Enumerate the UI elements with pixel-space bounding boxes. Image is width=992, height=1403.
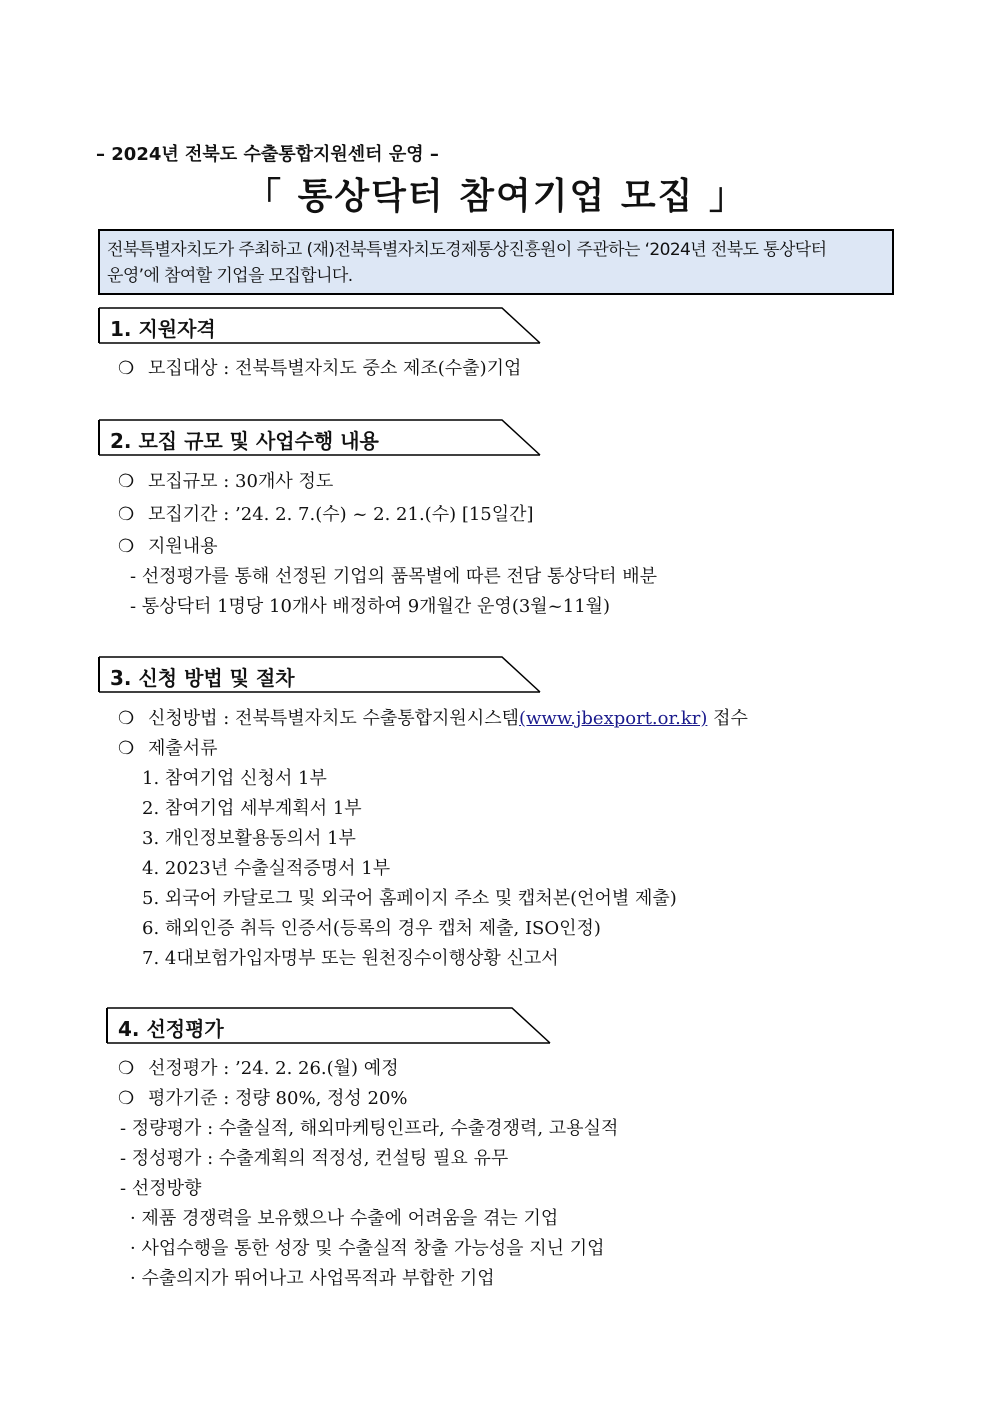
point-item: · 사업수행을 통한 성장 및 수출실적 창출 가능성을 지닌 기업 (130, 1238, 605, 1259)
sub-item: - 정성평가 : 수출계획의 적정성, 컨설팅 필요 유무 (120, 1148, 509, 1169)
bullet-icon: ❍ (118, 536, 135, 557)
list-item: ❍ 지원내용 (118, 536, 218, 557)
section-1-heading (98, 307, 542, 345)
section-2-title: 2. 모집 규모 및 사업수행 내용 (110, 429, 379, 453)
bullet-icon: ❍ (118, 1058, 135, 1079)
doc-item: 5. 외국어 카달로그 및 외국어 홈페이지 주소 및 캡처본(언어별 제출) (142, 888, 677, 909)
doc-item: 7. 4대보험가입자명부 또는 원천징수이행상황 신고서 (142, 948, 559, 969)
doc-item: 2. 참여기업 세부계획서 1부 (142, 798, 362, 819)
section-1-title: 1. 지원자격 (110, 317, 216, 341)
section-3-title: 3. 신청 방법 및 절차 (110, 666, 295, 690)
bullet-icon: ❍ (118, 738, 135, 759)
sub-item: - 선정평가를 통해 선정된 기업의 품목별에 따른 전담 통상닥터 배분 (130, 566, 658, 587)
section-4-title: 4. 선정평가 (118, 1017, 224, 1041)
sub-item: - 정량평가 : 수출실적, 해외마케팅인프라, 수출경쟁력, 고용실적 (120, 1118, 619, 1139)
point-item: · 수출의지가 뛰어나고 사업목적과 부합한 기업 (130, 1268, 495, 1289)
intro-line-2: 운영’에 참여할 기업을 모집합니다. (107, 266, 353, 286)
list-item: ❍ 모집기간 : ’24. 2. 7.(수) ~ 2. 21.(수) [15일간] (118, 504, 534, 525)
list-item: ❍ 선정평가 : ’24. 2. 26.(월) 예정 (118, 1058, 399, 1079)
page-title: 「 통상닥터 참여기업 모집 」 (245, 176, 747, 217)
intro-line-1: 전북특별자치도가 주최하고 (재)전북특별자치도경제통상진흥원이 주관하는 ‘2024년 전북도 통상닥터 (107, 240, 827, 260)
section-2-heading (98, 419, 542, 457)
list-item: ❍ 모집대상 : 전북특별자치도 중소 제조(수출)기업 (118, 358, 522, 379)
point-item: · 제품 경쟁력을 보유했으나 수출에 어려움을 겪는 기업 (130, 1208, 559, 1229)
doc-item: 3. 개인정보활용동의서 1부 (142, 828, 356, 849)
bullet-icon: ❍ (118, 504, 135, 525)
intro-box (98, 229, 894, 295)
section-4-heading (106, 1007, 552, 1045)
list-item: ❍ 평가기준 : 정량 80%, 정성 20% (118, 1088, 408, 1109)
doc-item: 4. 2023년 수출실적증명서 1부 (142, 858, 391, 879)
list-item: ❍ 모집규모 : 30개사 정도 (118, 471, 334, 492)
section-3-heading (98, 656, 542, 694)
bullet-icon: ❍ (118, 708, 135, 729)
jbexport-link[interactable]: (www.jbexport.or.kr) (519, 708, 708, 729)
doc-item: 6. 해외인증 취득 인증서(등록의 경우 캡처 제출, ISO인정) (142, 918, 601, 939)
bullet-icon: ❍ (118, 1088, 135, 1109)
bullet-icon: ❍ (118, 358, 135, 379)
list-item: ❍ 제출서류 (118, 738, 218, 759)
subtitle: – 2024년 전북도 수출통합지원센터 운영 – (96, 144, 439, 165)
sub-item: - 선정방향 (120, 1178, 202, 1199)
list-item: ❍ 신청방법 : 전북특별자치도 수출통합지원시스템(www.jbexport.or.kr) 접수 (118, 708, 748, 729)
bullet-icon: ❍ (118, 471, 135, 492)
sub-item: - 통상닥터 1명당 10개사 배정하여 9개월간 운영(3월~11월) (130, 596, 611, 617)
doc-item: 1. 참여기업 신청서 1부 (142, 768, 327, 789)
